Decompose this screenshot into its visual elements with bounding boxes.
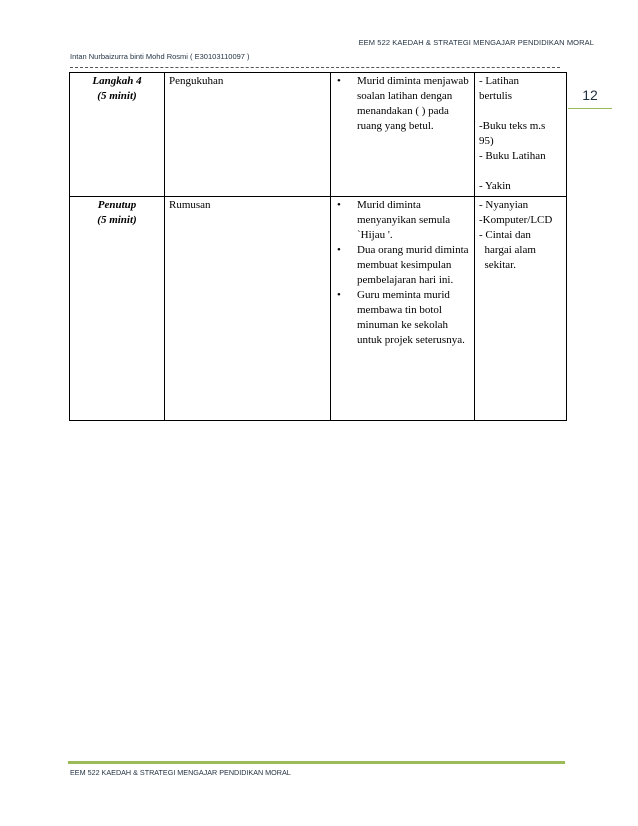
list-item: • Guru meminta murid membawa tin botol minuman ke sekolah untuk projek seterusnya. bbox=[335, 288, 470, 348]
resources-cell bbox=[475, 197, 567, 421]
content-label: Rumusan bbox=[169, 199, 211, 211]
stage-label: Penutup bbox=[97, 199, 137, 211]
resource-line: -Buku teks m.s bbox=[479, 120, 546, 132]
stage-time: (5 minit) bbox=[97, 90, 137, 102]
footer-divider bbox=[68, 761, 565, 764]
resource-line: hargai alam bbox=[479, 244, 536, 256]
activities-cell bbox=[331, 197, 475, 421]
header-author: Intan Nurbaizurra binti Mohd Rosmi ( E30103110097 ) bbox=[70, 52, 250, 61]
resource-line: - Latihan bbox=[479, 75, 520, 87]
list-item: • Murid diminta menyanyikan semula `Hijau '. bbox=[335, 198, 470, 243]
footer-course-title: EEM 522 KAEDAH & STRATEGI MENGAJAR PENDIDIKAN MORAL bbox=[70, 768, 291, 777]
activities-list bbox=[335, 198, 470, 348]
activities-cell bbox=[331, 73, 475, 197]
activities-list bbox=[335, 74, 470, 134]
stage-cell bbox=[70, 197, 165, 421]
resource-line: 95) bbox=[479, 135, 494, 147]
header-divider bbox=[70, 67, 560, 68]
resource-line: - Cintai dan bbox=[479, 229, 531, 241]
list-item: • Murid diminta menjawab soalan latihan dengan menandakan ( ) pada ruang yang betul. bbox=[335, 74, 470, 134]
resource-line: sekitar. bbox=[479, 259, 516, 271]
content-label: Pengukuhan bbox=[169, 75, 224, 87]
resource-line: -Komputer/LCD bbox=[479, 214, 553, 226]
table-row bbox=[70, 197, 567, 421]
resources-cell bbox=[475, 73, 567, 197]
list-item: • Dua orang murid diminta membuat kesimpulan pembelajaran hari ini. bbox=[335, 243, 470, 288]
stage-time: (5 minit) bbox=[97, 214, 137, 226]
resource-line bbox=[479, 164, 562, 179]
content-cell bbox=[165, 73, 331, 197]
content-cell bbox=[165, 197, 331, 421]
table-row bbox=[70, 73, 567, 197]
resource-line: - Nyanyian bbox=[479, 199, 529, 211]
stage-label: Langkah 4 bbox=[92, 75, 142, 87]
resource-line: - Buku Latihan bbox=[479, 150, 546, 162]
page-number: 12 bbox=[582, 87, 598, 103]
stage-cell bbox=[70, 73, 165, 197]
header-course-title: EEM 522 KAEDAH & STRATEGI MENGAJAR PENDIDIKAN MORAL bbox=[358, 38, 594, 47]
resource-line: - Yakin bbox=[479, 180, 511, 192]
resource-line: bertulis bbox=[479, 90, 512, 102]
resource-line bbox=[479, 104, 562, 119]
lesson-plan-table bbox=[69, 72, 567, 421]
page-number-underline bbox=[568, 108, 612, 109]
